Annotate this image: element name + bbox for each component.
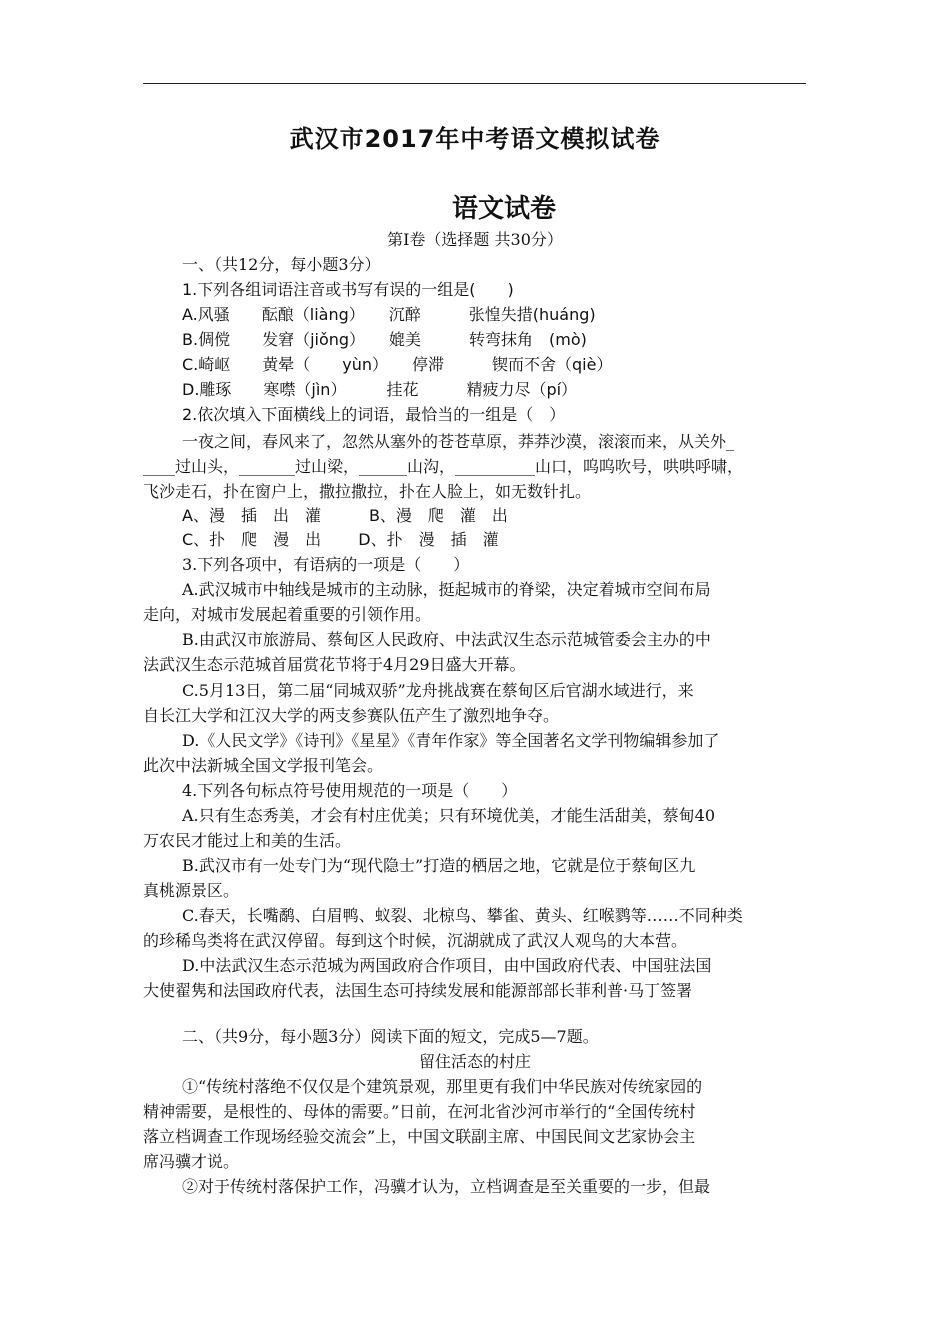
exam-subtitle: 语文试卷 xyxy=(452,194,557,224)
q2-passage-line: ____过山头，_______过山梁，______山沟，__________山口，呜呜吹号，哄哄呼啸， xyxy=(143,457,744,476)
q2-options-cd: C、扑 爬 漫 出 D、扑 漫 插 灌 xyxy=(182,530,499,549)
top-rule xyxy=(143,83,806,84)
q2-passage-line: 一夜之间，春风来了，忽然从塞外的苍苍草原，莽莽沙漠，滚滚而来，从关外_ xyxy=(182,432,735,451)
q3-option-a-cont: 走向，对城市发展起着重要的引领作用。 xyxy=(143,605,432,624)
article-paragraph-line: 精神需要，是根性的、母体的需要。”日前，在河北省沙河市举行的“全国传统村 xyxy=(143,1102,696,1121)
article-paragraph-line: 落立档调查工作现场经验交流会”上，中国文联副主席、中国民间文艺家协会主 xyxy=(143,1127,696,1146)
q1-option-a: A.风骚 酝酿（liàng） 沉醉 张惶失措(huáng) xyxy=(182,305,596,324)
part2-heading: 二、（共9分，每小题3分）阅读下面的短文，完成5—7题。 xyxy=(182,1027,599,1046)
article-paragraph-line: 席冯骥才说。 xyxy=(143,1152,240,1171)
q2-options-ab: A、漫 插 出 灌 B、漫 爬 灌 出 xyxy=(182,506,508,525)
article-paragraph-line: ②对于传统村落保护工作，冯骥才认为，立档调查是至关重要的一步，但最 xyxy=(182,1177,711,1196)
q4-option-b: B.武汉市有一处专门为“现代隐士”打造的栖居之地，它就是位于蔡甸区九 xyxy=(182,856,696,875)
q3-option-b-cont: 法武汉生态示范城首届赏花节将于4月29日盛大开幕。 xyxy=(143,655,526,674)
article-paragraph-line: ①“传统村落绝不仅仅是个建筑景观，那里更有我们中华民族对传统家园的 xyxy=(182,1077,703,1096)
q1-option-c: C.崎岖 黄晕（ yùn） 停滞 锲而不舍（qiè） xyxy=(182,355,613,374)
q3-option-c: C.5月13日，第二届“同城双骄”龙舟挑战赛在蔡甸区后官湖水域进行，来 xyxy=(182,681,694,700)
q4-option-c-cont: 的珍稀鸟类将在武汉停留。每到这个时候，沉湖就成了武汉人观鸟的大本营。 xyxy=(143,931,688,950)
q4-option-a-cont: 万农民才能过上和美的生活。 xyxy=(143,831,352,850)
section-label: 第Ⅰ卷（选择题 共30分） xyxy=(387,230,563,249)
q4-option-c: C.春天，长嘴鹬、白眉鸭、蚁裂、北椋鸟、攀雀、黄头、红喉鹨等……不同种类 xyxy=(182,906,743,925)
q3-stem: 3.下列各项中，有语病的一项是（ ） xyxy=(182,555,470,574)
q3-option-d-cont: 此次中法新城全国文学报刊笔会。 xyxy=(143,756,384,775)
q3-option-b: B.由武汉市旅游局、蔡甸区人民政府、中法武汉生态示范城管委会主办的中 xyxy=(182,630,711,649)
part1-heading: 一、（共12分，每小题3分） xyxy=(182,255,381,274)
q1-option-b: B.倜傥 发窘（jiǒng） 媲美 转弯抹角 (mò) xyxy=(182,330,587,349)
q1-stem: 1.下列各组词语注音或书写有误的一组是( ) xyxy=(182,280,514,299)
q2-stem: 2.依次填入下面横线上的词语，最恰当的一组是（ ） xyxy=(182,405,566,424)
q3-option-c-cont: 自长江大学和江汉大学的两支参赛队伍产生了激烈地争夺。 xyxy=(143,706,560,725)
q4-option-d: D.中法武汉生态示范城为两国政府合作项目，由中国政府代表、中国驻法国 xyxy=(182,956,712,975)
exam-title: 武汉市2017年中考语文模拟试卷 xyxy=(289,125,661,153)
q4-option-d-cont: 大使翟隽和法国政府代表，法国生态可持续发展和能源部部长菲利普·马丁签署 xyxy=(143,981,693,1000)
q3-option-d: D.《人民文学》《诗刊》《星星》《青年作家》等全国著名文学刊物编辑参加了 xyxy=(182,731,720,750)
q4-option-a: A.只有生态秀美，才会有村庄优美；只有环境优美，才能生活甜美，蔡甸40 xyxy=(182,806,716,825)
q4-option-b-cont: 真桃源景区。 xyxy=(143,881,240,900)
q4-stem: 4.下列各句标点符号使用规范的一项是（ ） xyxy=(182,781,518,800)
q2-passage-line: 飞沙走石，扑在窗户上，撒拉撒拉，扑在人脸上，如无数针扎。 xyxy=(143,482,592,501)
q1-option-d: D.雕琢 寒噤（jìn） 挂花 精疲力尽（pí） xyxy=(182,380,578,399)
article-title: 留住活态的村庄 xyxy=(418,1052,531,1071)
q3-option-a: A.武汉城市中轴线是城市的主动脉，挺起城市的脊梁，决定着城市空间布局 xyxy=(182,580,711,599)
